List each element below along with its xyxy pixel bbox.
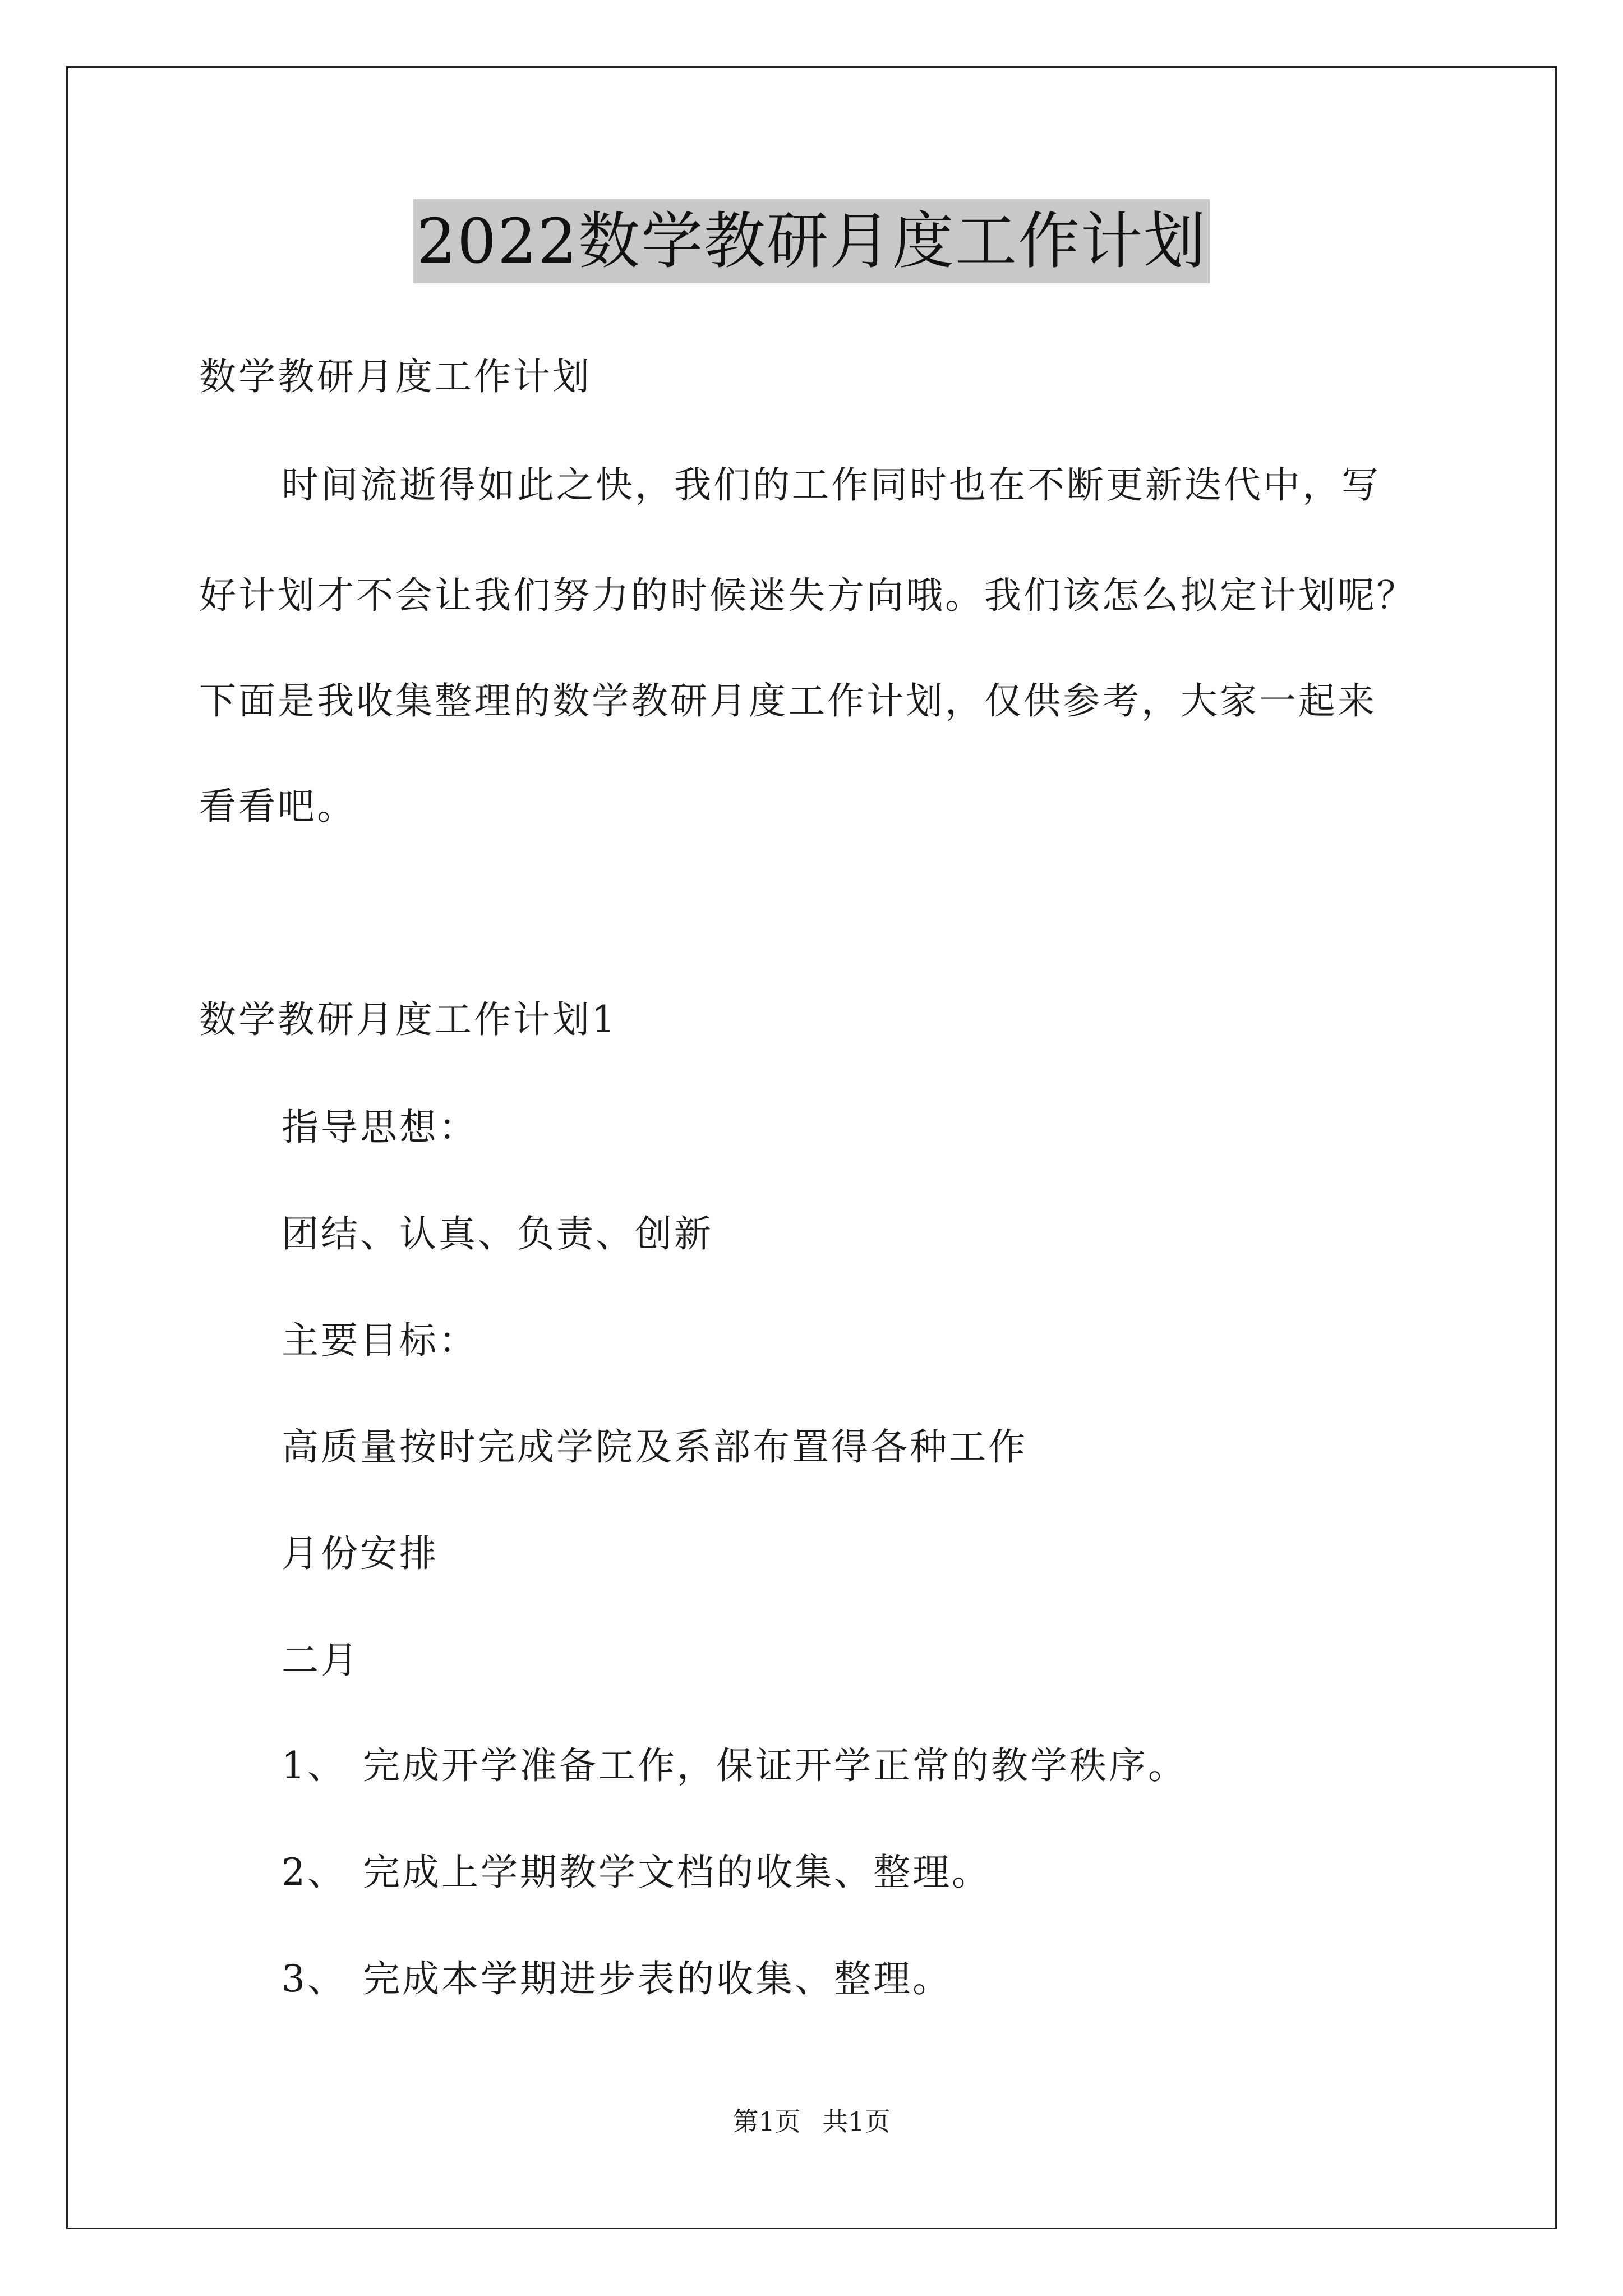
list-item-text: 完成开学准备工作，保证开学正常的教学秩序。: [363, 1744, 1187, 1787]
page-footer: [0, 2105, 1623, 2138]
list-item-number: 1、: [282, 1744, 347, 1787]
page-number: 第1页: [732, 2106, 801, 2137]
item-february: 二月: [282, 1639, 360, 1682]
intro-line-1: 时间流逝得如此之快，我们的工作同时也在不断更新迭代中，写: [282, 463, 1381, 507]
list-item-text: 完成本学期进步表的收集、整理。: [363, 1957, 952, 2000]
intro-line-2: 好计划才不会让我们努力的时候迷失方向哦。我们该怎么拟定计划呢？: [199, 574, 1416, 617]
list-item: [282, 1850, 1515, 1895]
section-title: 数学教研月度工作计划1: [199, 998, 617, 1041]
item-values: 团结、认真、负责、创新: [282, 1212, 713, 1255]
document-subtitle: 数学教研月度工作计划: [199, 355, 592, 398]
list-item-text: 完成上学期教学文档的收集、整理。: [363, 1851, 991, 1894]
item-goal-text: 高质量按时完成学院及系部布置得各种工作: [282, 1425, 1027, 1469]
title-container: [0, 199, 1623, 283]
list-item: [282, 1957, 1515, 2001]
page-total: 共1页: [822, 2106, 891, 2137]
intro-line-3: 下面是我收集整理的数学教研月度工作计划，仅供参考，大家一起来: [199, 679, 1377, 723]
list-item-number: 2、: [282, 1851, 347, 1894]
item-guiding-thought: 指导思想：: [282, 1106, 478, 1149]
item-main-goal: 主要目标：: [282, 1319, 478, 1362]
list-item-number: 3、: [282, 1957, 347, 2000]
intro-line-4: 看看吧。: [199, 785, 356, 828]
item-monthly-schedule: 月份安排: [282, 1532, 439, 1575]
document-title: 2022数学教研月度工作计划: [413, 199, 1210, 283]
list-item: [282, 1743, 1515, 1788]
